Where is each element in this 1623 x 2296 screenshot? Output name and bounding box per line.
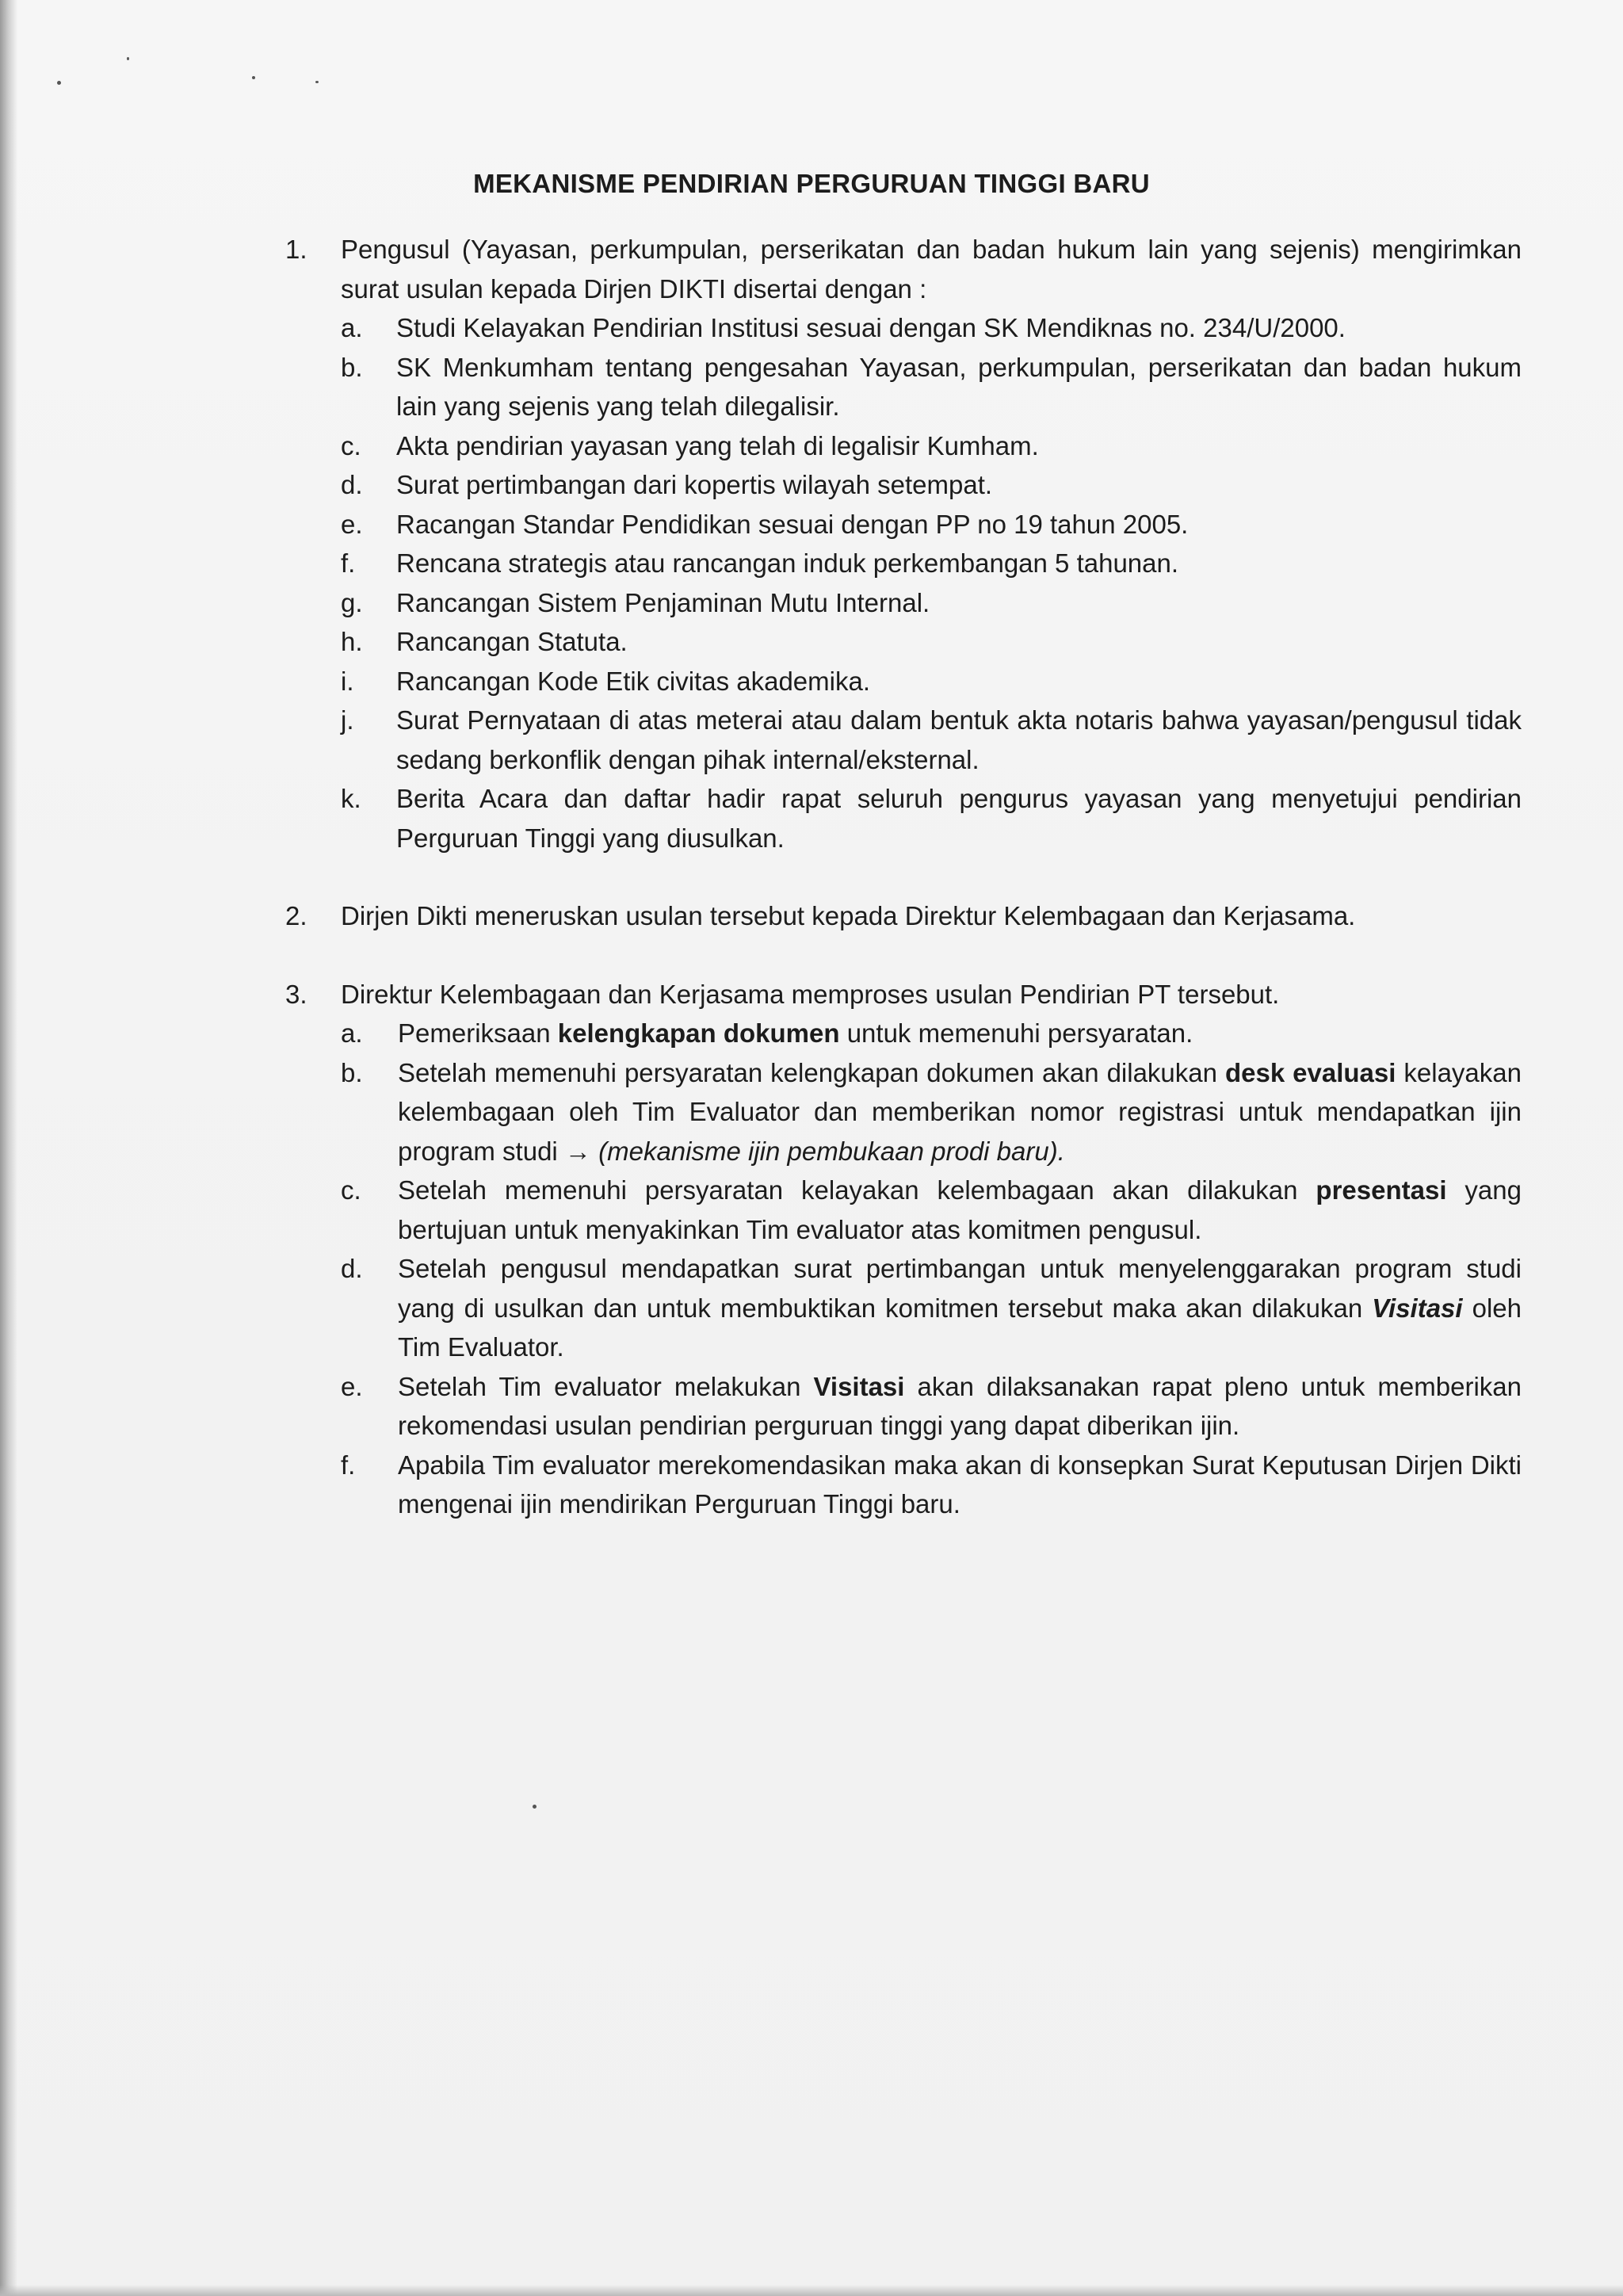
emphasis: kelengkapan dokumen (557, 1018, 840, 1048)
list-text: Setelah pengusul mendapatkan surat pertimbangan untuk menyelenggarakan program studi yang di usulkan dan untuk membuktikan komitmen tersebut maka akan dilakukan Visitasi oleh Tim Evaluator. (398, 1254, 1522, 1362)
list-label: i. (341, 666, 354, 696)
list-item (341, 1014, 1522, 1053)
list-text: Rancangan Sistem Penjaminan Mutu Internal. (396, 587, 930, 617)
document-title: MEKANISME PENDIRIAN PERGURUAN TINGGI BARU (473, 169, 1150, 198)
list-item (341, 701, 1522, 779)
list-item (341, 1446, 1522, 1524)
list-label: d. (341, 1254, 363, 1283)
numbered-item-1 (285, 230, 1522, 858)
list-item (341, 544, 1522, 583)
list-label: e. (341, 509, 363, 539)
list-label: e. (341, 1371, 363, 1401)
italic-note: (mekanisme ijin pembukaan prodi baru). (590, 1136, 1065, 1166)
scan-speck (252, 76, 255, 79)
item-number: 2. (285, 901, 307, 930)
numbered-item-3 (285, 975, 1522, 1524)
list-text: Studi Kelayakan Pendirian Institusi sesuai dengan SK Mendiknas no. 234/U/2000. (396, 313, 1346, 342)
list-item (341, 505, 1522, 544)
list-item (341, 779, 1522, 858)
list-item (341, 583, 1522, 623)
list-text: Rancangan Kode Etik civitas akademika. (396, 666, 870, 696)
document-body (285, 230, 1522, 1524)
list-text: Setelah memenuhi persyaratan kelengkapan dokumen akan dilakukan desk evaluasi kelayakan kelembagaan oleh Tim Evaluator dan memberikan nomor registrasi untuk mendapatkan ijin program studi → (mekanisme ijin pembukaan prodi baru). (398, 1057, 1522, 1166)
list-label: k. (341, 784, 361, 813)
list-label: d. (341, 470, 363, 499)
emphasis: desk evaluasi (1224, 1057, 1396, 1087)
list-text: Apabila Tim evaluator merekomendasikan maka akan di konsepkan Surat Keputusan Dirjen Dikti mengenai ijin mendirikan Perguruan Tinggi baru. (398, 1450, 1522, 1519)
list-item (341, 622, 1522, 662)
list-text: Rancangan Statuta. (396, 627, 628, 656)
item-number: 3. (285, 979, 307, 1009)
emphasis: Visitasi (1372, 1293, 1463, 1323)
list-item (341, 662, 1522, 701)
arrow-icon: → (564, 1136, 591, 1166)
list-text: Setelah memenuhi persyaratan kelayakan kelembagaan akan dilakukan presentasi yang bertujuan untuk menyakinkan Tim evaluator atas komitmen pengusul. (398, 1175, 1522, 1244)
scan-speck (127, 57, 129, 60)
list-text: Surat Pernyataan di atas meterai atau dalam bentuk akta notaris bahwa yayasan/pengusul tidak sedang berkonflik dengan pihak internal/eksternal. (396, 705, 1522, 774)
list-label: a. (341, 1018, 363, 1048)
scan-speck (57, 81, 61, 85)
list-item (341, 1053, 1522, 1171)
list-text: Akta pendirian yayasan yang telah di legalisir Kumham. (396, 430, 1039, 460)
scan-speck (533, 1805, 537, 1809)
list-text: Pemeriksaan kelengkapan dokumen untuk memenuhi persyaratan. (398, 1018, 1193, 1048)
list-text: Setelah Tim evaluator melakukan Visitasi akan dilaksanakan rapat pleno untuk memberikan rekomendasi usulan pendirian perguruan tinggi yang dapat diberikan ijin. (398, 1371, 1522, 1440)
sub-list-1 (341, 308, 1522, 858)
item-text: Dirjen Dikti meneruskan usulan tersebut kepada Direktur Kelembagaan dan Kerjasama. (341, 901, 1356, 930)
sub-list-3 (341, 1014, 1522, 1524)
item-text: Direktur Kelembagaan dan Kerjasama memproses usulan Pendirian PT tersebut. (341, 979, 1280, 1009)
list-label: h. (341, 627, 363, 656)
list-label: a. (341, 313, 363, 342)
list-label: c. (341, 430, 361, 460)
scan-speck (315, 81, 319, 83)
list-text: Berita Acara dan daftar hadir rapat seluruh pengurus yayasan yang menyetujui pendirian Perguruan Tinggi yang diusulkan. (396, 784, 1522, 853)
emphasis: Visitasi (813, 1371, 905, 1401)
list-item (341, 426, 1522, 466)
list-label: f. (341, 548, 356, 578)
list-item (341, 348, 1522, 426)
list-item (341, 1249, 1522, 1367)
numbered-item-2 (285, 896, 1522, 936)
list-item (341, 308, 1522, 348)
list-label: b. (341, 1057, 363, 1087)
list-item (341, 465, 1522, 505)
list-label: f. (341, 1450, 356, 1480)
emphasis: presentasi (1316, 1175, 1447, 1205)
list-item (341, 1171, 1522, 1249)
scan-bottom-shadow (0, 2285, 1623, 2296)
list-text: SK Menkumham tentang pengesahan Yayasan, perkumpulan, perserikatan dan badan hukum lain yang sejenis yang telah dilegalisir. (396, 352, 1522, 421)
list-label: c. (341, 1175, 361, 1205)
item-text: Pengusul (Yayasan, perkumpulan, perserikatan dan badan hukum lain yang sejenis) mengirimkan surat usulan kepada Dirjen DIKTI disertai dengan : (341, 235, 1522, 304)
list-label: j. (341, 705, 354, 735)
list-text: Surat pertimbangan dari kopertis wilayah setempat. (396, 470, 993, 499)
list-text: Rencana strategis atau rancangan induk perkembangan 5 tahunan. (396, 548, 1179, 578)
list-label: b. (341, 352, 363, 382)
scan-edge-shadow (0, 0, 17, 2296)
item-number: 1. (285, 235, 307, 264)
list-label: g. (341, 587, 363, 617)
list-item (341, 1367, 1522, 1446)
list-text: Racangan Standar Pendidikan sesuai dengan PP no 19 tahun 2005. (396, 509, 1189, 539)
